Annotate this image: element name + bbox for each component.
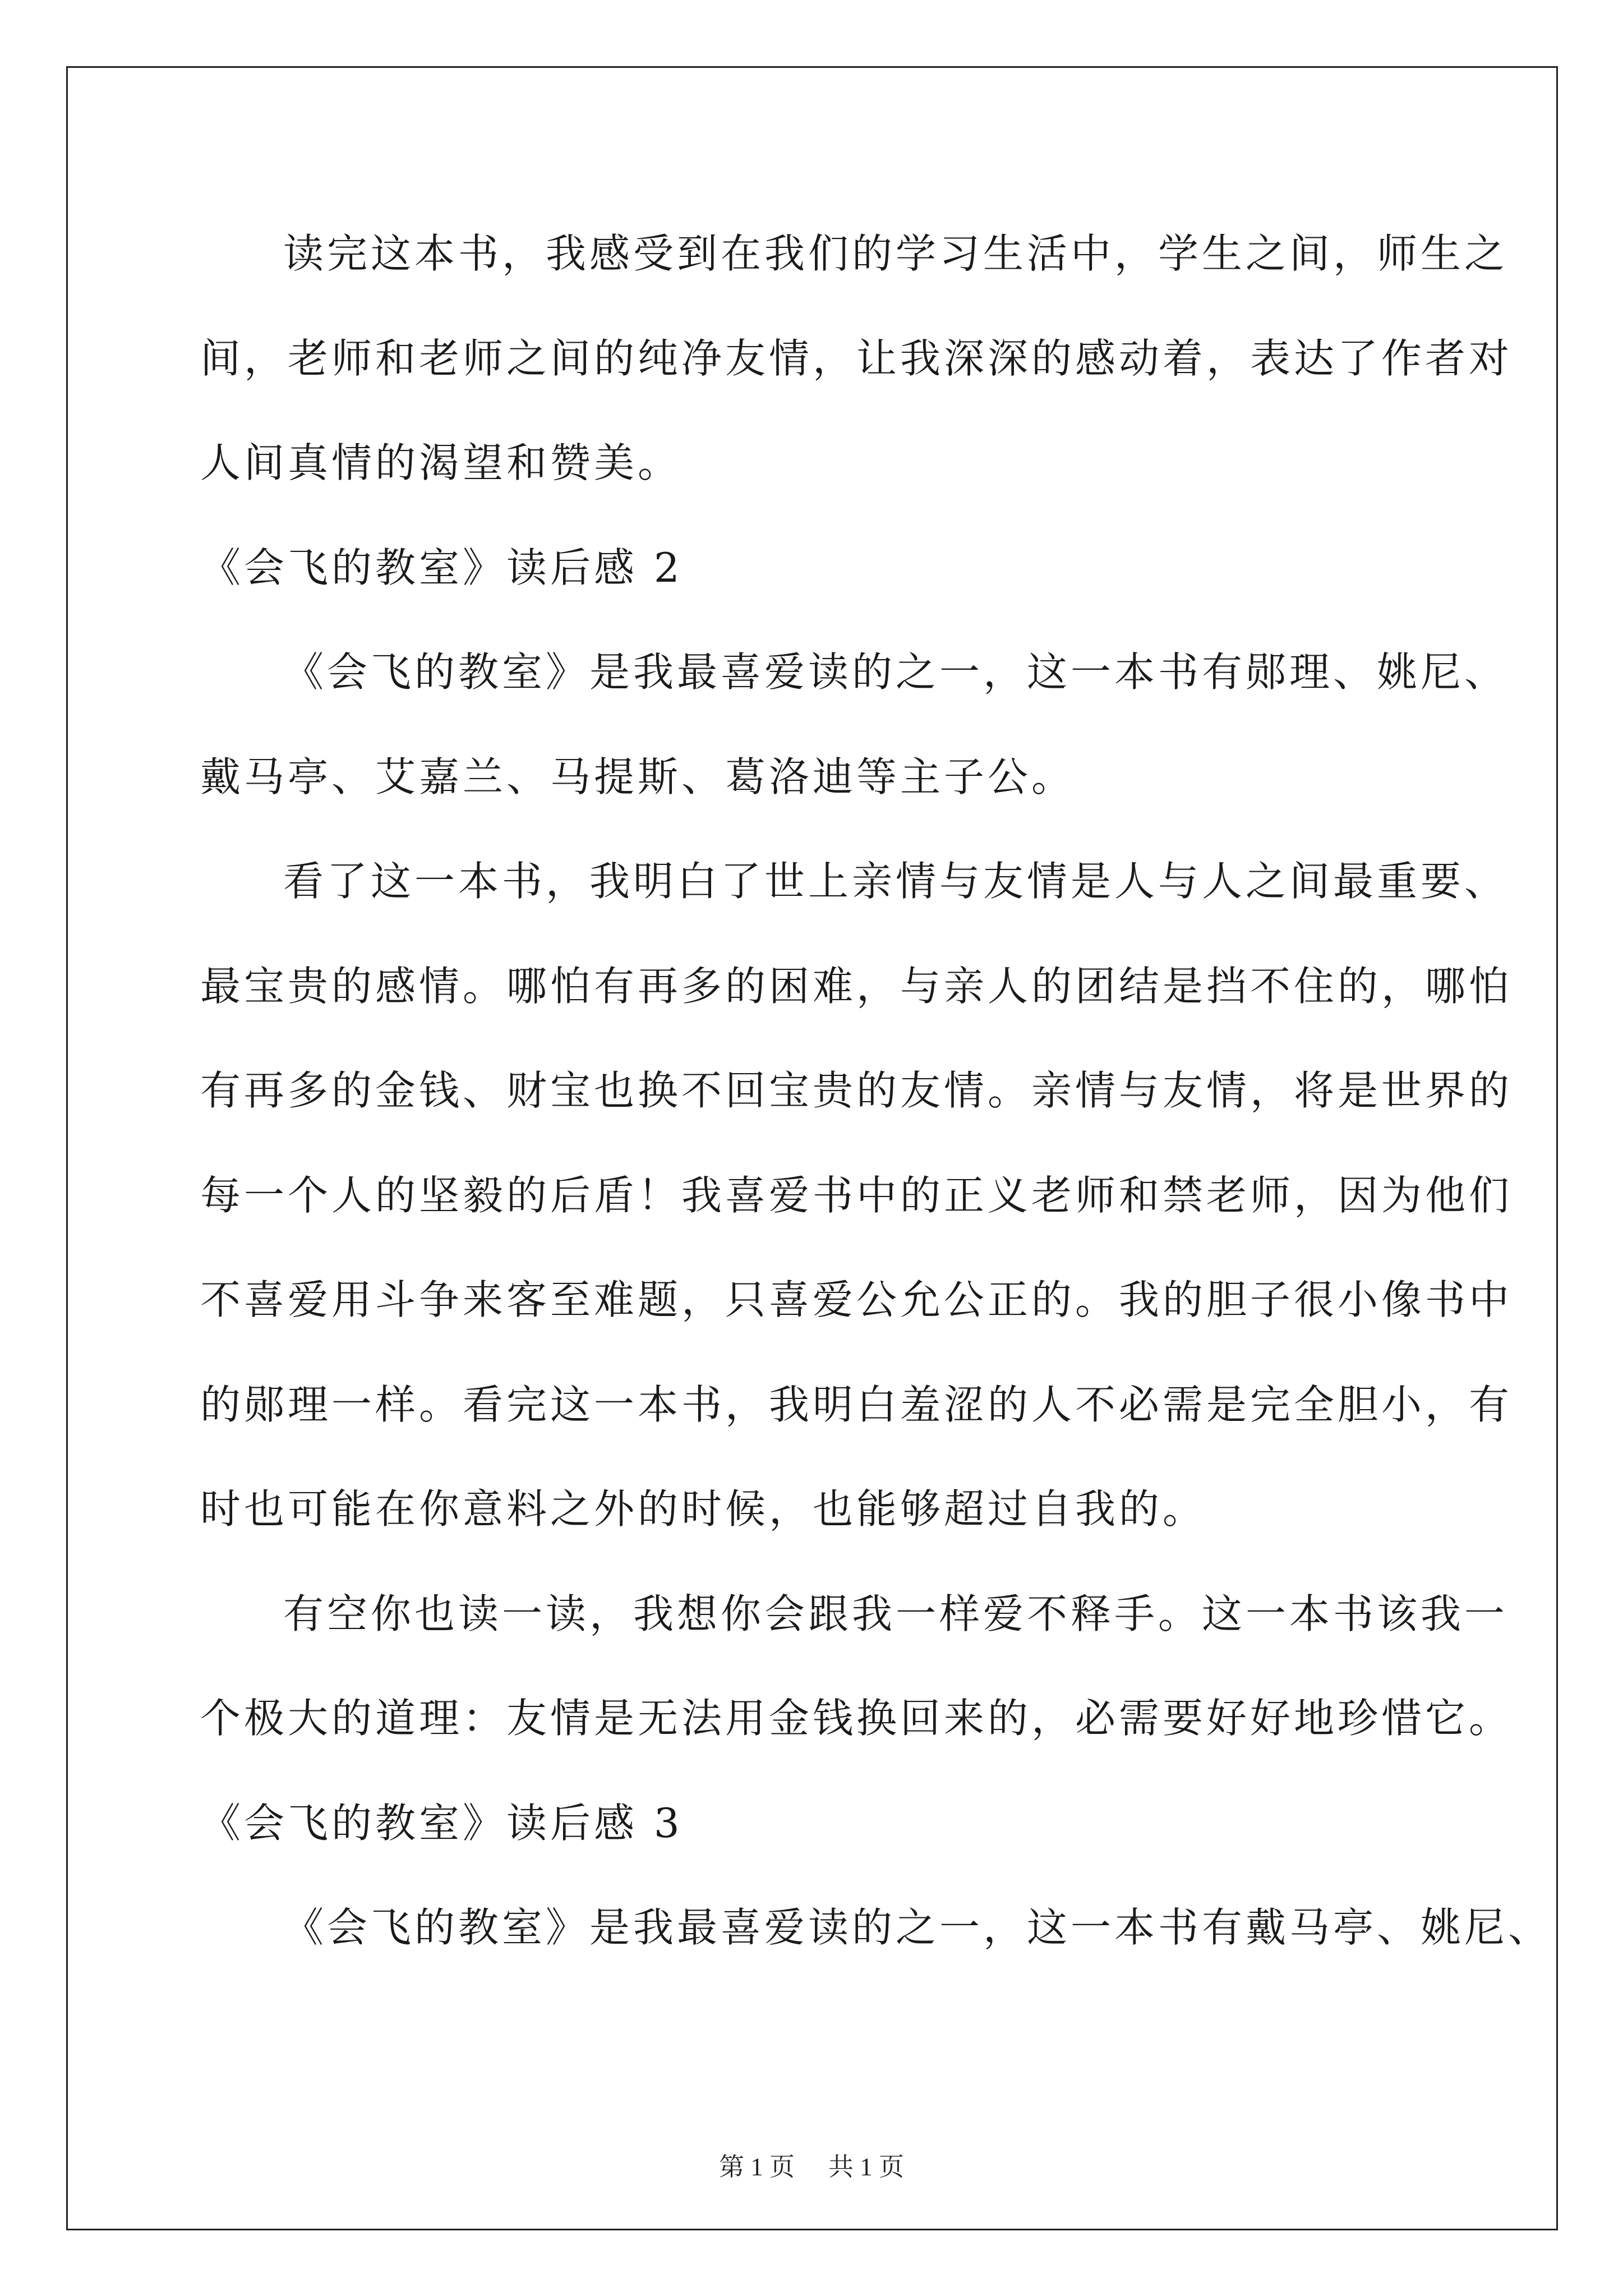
text-line: 人间真情的渴望和赞美。 — [200, 439, 682, 486]
page-total: 共 1 页 — [828, 2153, 905, 2181]
text-line: 每一个人的坚毅的后盾！我喜爱书中的正义老师和禁老师，因为他们 — [200, 1171, 1513, 1219]
page-footer — [0, 2146, 1623, 2183]
document-body — [200, 220, 1552, 1999]
section-heading: 《会飞的教室》读后感 3 — [200, 1799, 683, 1847]
text-line: 的郧理一样。看完这一本书，我明白羞涩的人不必需是完全胆小，有 — [200, 1381, 1513, 1428]
text-line: 看了这一本书，我明白了世上亲情与友情是人与人之间最重要、 — [283, 858, 1509, 905]
text-line: 有空你也读一读，我想你会跟我一样爱不释手。这一本书该我一 — [283, 1590, 1509, 1637]
text-line: 《会飞的教室》是我最喜爱读的之一，这一本书有戴马亭、姚尼、 — [283, 1904, 1552, 1951]
page-number: 第 1 页 — [718, 2153, 795, 2181]
text-line: 《会飞的教室》是我最喜爱读的之一，这一本书有郧理、姚尼、 — [283, 648, 1509, 696]
text-line: 间，老师和老师之间的纯净友情，让我深深的感动着，表达了作者对 — [200, 334, 1513, 382]
text-line: 时也可能在你意料之外的时候，也能够超过自我的。 — [200, 1485, 1207, 1533]
text-line: 个极大的道理：友情是无法用金钱换回来的，必需要好好地珍惜它。 — [200, 1695, 1513, 1742]
text-line: 戴马亭、艾嘉兰、马提斯、葛洛迪等主子公。 — [200, 753, 1076, 800]
text-line: 最宝贵的感情。哪怕有再多的困难，与亲人的团结是挡不住的，哪怕 — [200, 962, 1513, 1010]
text-line: 读完这本书，我感受到在我们的学习生活中，学生之间，师生之 — [283, 230, 1509, 277]
text-line: 有再多的金钱、财宝也换不回宝贵的友情。亲情与友情，将是世界的 — [200, 1067, 1513, 1114]
text-line: 不喜爱用斗争来客至难题，只喜爱公允公正的。我的胆子很小像书中 — [200, 1276, 1513, 1323]
section-heading: 《会飞的教室》读后感 2 — [200, 544, 683, 591]
